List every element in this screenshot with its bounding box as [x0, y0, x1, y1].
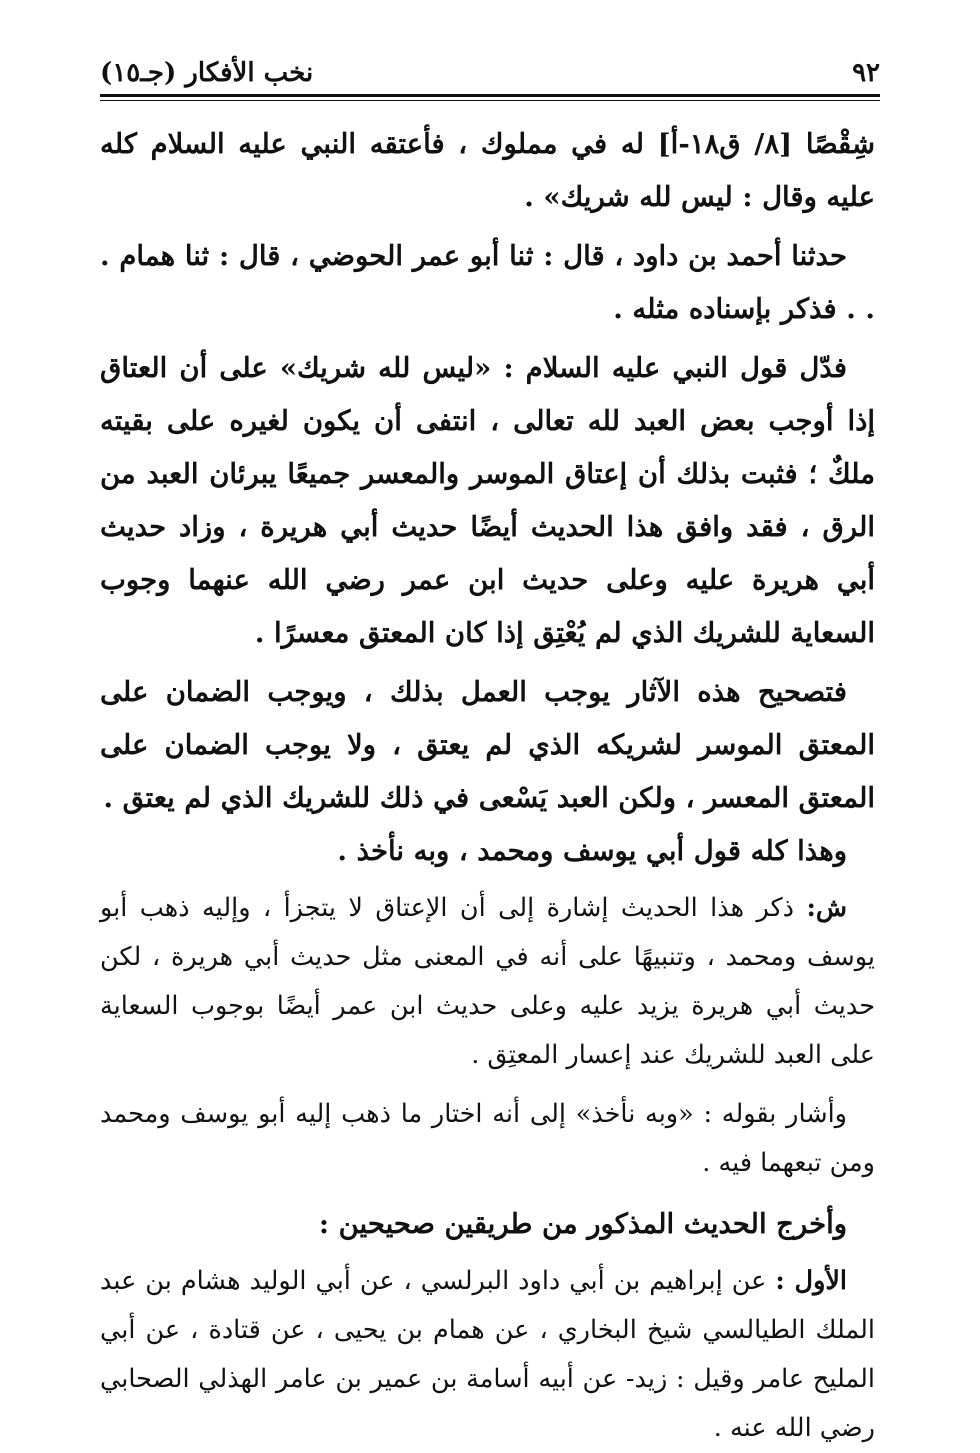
page-header [100, 56, 880, 90]
running-title: نخب الأفكار (جـ١٥) [100, 58, 314, 88]
paragraph-hadith-end: شِقْصًا [٨/ ق١٨-أ] له في مملوك ، فأعتقه النبي عليه السلام كله عليه وقال : ليس لله شريك» . [100, 128, 875, 213]
paragraph-commentary-1: ش: ذكر هذا الحديث إشارة إلى أن الإعتاق لا يتجزأ ، وإليه ذهب أبو يوسف ومحمد ، وتنبيهًا على أنه في المعنى مثل حديث أبي هريرة ، لكن حديث أبي هريرة يزيد عليه وعلى حديث ابن عمر أيضًا بوجوب السعاية على العبد للشريك عند إعسار المعتِق . [100, 893, 875, 1070]
page-number: ٩٢ [852, 58, 880, 88]
paragraph-isnad: حدثنا أحمد بن داود ، قال : ثنا أبو عمر الحوضي ، قال : ثنا همام . . . فذكر بإسناده مثله . [100, 240, 875, 325]
header-rule-thin [100, 100, 880, 101]
paragraph-commentary-2: وأشار بقوله : «وبه نأخذ» إلى أنه اختار ما ذهب إليه أبو يوسف ومحمد ومن تبعهما فيه . [100, 1099, 875, 1178]
paragraph-opinion: وهذا كله قول أبي يوسف ومحمد ، وبه نأخذ . [337, 835, 847, 867]
first-route-label: الأول : [775, 1266, 848, 1296]
header-rule-thick [100, 94, 880, 97]
paragraph-ruling: فتصحيح هذه الآثار يوجب العمل بذلك ، ويوجب الضمان على المعتق الموسر لشريكه الذي لم يعتق ، ولا يوجب الضمان على المعتق المعسر ، ولكن العبد يَسْعى في ذلك للشريك الذي لم يعتق . [100, 676, 875, 814]
paragraph-inference: فدّل قول النبي عليه السلام : «ليس لله شريك» على أن العتاق إذا أوجب بعض العبد لله تعالى ، انتفى أن يكون لغيره على بقيته ملكٌ ؛ فثبت بذلك أن إعتاق الموسر والمعسر جميعًا يبرئان العبد من الرق ، فقد وافق هذا الحديث أيضًا حديث أبي هريرة ، وزاد حديث أبي هريرة عليه وعلى حديث ابن عمر رضي الله عنهما وجوب السعاية للشريك الذي لم يُعْتِق إذا كان المعتق معسرًا . [100, 352, 875, 649]
page-body [100, 118, 875, 1453]
commentary-marker: ش: [806, 893, 847, 923]
paragraph-heading-turuq: وأخرج الحديث المذكور من طريقين صحيحين : [318, 1208, 847, 1240]
paragraph-first-route: الأول : عن إبراهيم بن أبي داود البرلسي ، عن أبي الوليد هشام بن عبد الملك الطيالسي شيخ البخاري ، عن همام بن يحيى ، عن قتادة ، عن أبي المليح عامر وقيل : زيد- عن أبيه أسامة بن عمير بن عامر الهذلي الصحابي رضي الله عنه . [100, 1266, 875, 1443]
